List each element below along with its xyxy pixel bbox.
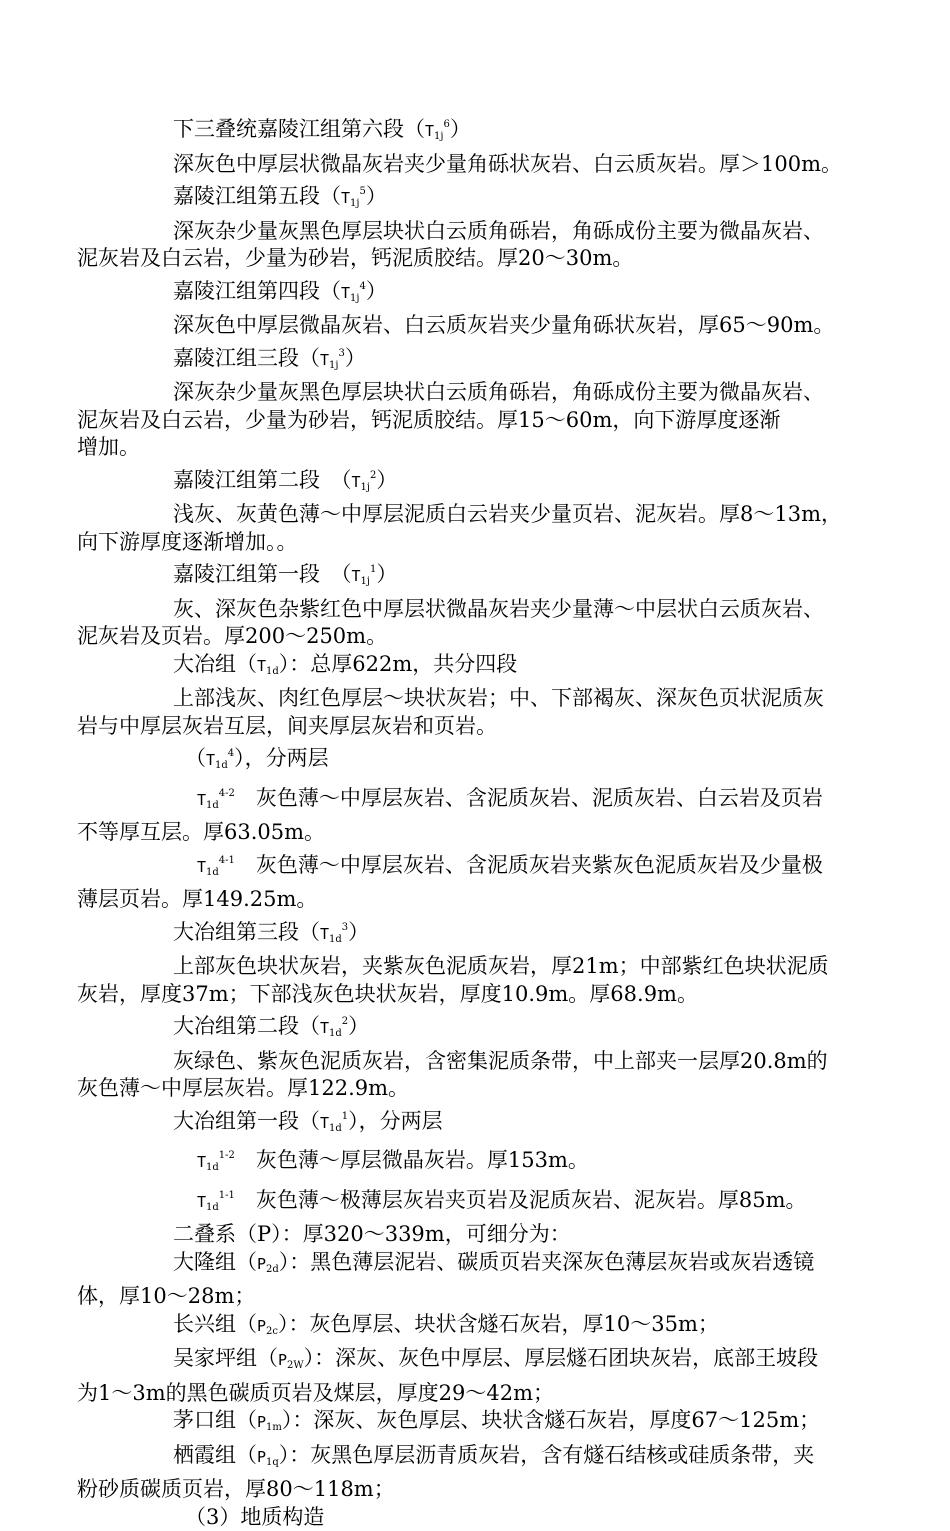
text-line <box>77 151 877 179</box>
formation-symbol: T <box>341 284 350 302</box>
text-segment: ） <box>376 468 397 492</box>
text-segment: 大冶组第三段（ <box>173 920 320 944</box>
superscript: 2 <box>342 1016 348 1027</box>
text-segment: ），分两层 <box>234 746 329 770</box>
text-segment: ） <box>366 184 387 208</box>
text-segment: 深灰色中厚层微晶灰岩、白云质灰岩夹少量角砾状灰岩，厚65～90m。 <box>173 313 834 337</box>
formation-symbol: T <box>425 122 434 140</box>
text-line <box>77 740 877 780</box>
subscript: 1j <box>350 293 359 304</box>
text-segment: 大隆组（ <box>173 1250 257 1274</box>
subscript: 1d <box>206 800 219 811</box>
text-line <box>77 245 877 273</box>
superscript: 1-1 <box>219 1190 235 1201</box>
text-line <box>77 462 877 502</box>
formation-symbol: T <box>341 189 350 207</box>
subscript: 1m <box>266 1422 282 1433</box>
text-segment: ） <box>348 920 369 944</box>
subscript: 2W <box>287 1360 304 1371</box>
subscript: 1d <box>266 666 279 677</box>
text-line <box>77 312 877 340</box>
text-line <box>77 1142 877 1182</box>
text-segment: 灰色薄～极薄层灰岩夹页岩及泥质灰岩、泥灰岩。厚85m。 <box>235 1188 807 1212</box>
superscript: 5 <box>360 186 366 197</box>
text-line <box>77 981 877 1009</box>
text-line <box>77 1182 877 1222</box>
text-segment: 泥灰岩及白云岩，少量为砂岩，钙泥质胶结。厚20～30m。 <box>77 246 633 270</box>
text-segment: 二叠系（P）：厚320～339m，可细分为： <box>173 1222 571 1246</box>
text-segment: 大冶组第二段（ <box>173 1014 320 1038</box>
text-line <box>77 1345 877 1380</box>
text-segment: ） <box>376 562 397 586</box>
formation-symbol: T <box>197 791 206 809</box>
formation-symbol: T <box>320 351 329 369</box>
subscript: 2c <box>266 1326 278 1337</box>
text-line <box>77 1008 877 1048</box>
subscript: 1j <box>361 576 370 587</box>
text-line <box>77 1221 877 1249</box>
formation-symbol: T <box>320 925 329 943</box>
text-segment: 向下游厚度逐渐增加。。 <box>77 530 298 554</box>
text-line <box>77 407 877 435</box>
formation-symbol: T <box>352 473 361 491</box>
text-line <box>77 847 877 887</box>
formation-symbol: T <box>257 657 266 675</box>
subscript: 1d <box>206 867 219 878</box>
text-segment: ） <box>450 117 471 141</box>
text-segment: ）：深灰、灰色厚层、块状含燧石灰岩，厚度67～125m； <box>282 1408 820 1432</box>
text-segment: ） <box>345 346 366 370</box>
text-segment: ） <box>366 279 387 303</box>
text-segment: ）：黑色薄层泥岩、碳质页岩夹深灰色薄层灰岩或灰岩透镜 <box>279 1250 815 1274</box>
text-segment: 嘉陵江组第四段（ <box>173 279 341 303</box>
text-segment: 岩与中厚层灰岩互层，间夹厚层灰岩和页岩。 <box>77 714 497 738</box>
formation-symbol: P <box>257 1413 266 1431</box>
text-segment: ）：深灰、灰色中厚层、厚层燧石团块灰岩，底部王坡段 <box>304 1346 819 1370</box>
subscript: 1j <box>350 198 359 209</box>
subscript: 1j <box>329 360 338 371</box>
subscript: 1d <box>215 760 228 771</box>
body-text <box>77 111 877 1531</box>
text-segment: 嘉陵江组第二段 （ <box>173 468 352 492</box>
text-segment: 体，厚10～28m； <box>77 1284 255 1308</box>
text-segment: 吴家坪组（ <box>173 1346 278 1370</box>
text-segment: 深灰杂少量灰黑色厚层块状白云质角砾岩，角砾成份主要为微晶灰岩、 <box>173 380 824 404</box>
text-line <box>77 1075 877 1103</box>
text-segment: ） <box>348 1014 369 1038</box>
superscript: 4 <box>228 748 234 759</box>
text-line <box>77 556 877 596</box>
formation-symbol: P <box>257 1255 266 1273</box>
text-segment: 灰绿色、紫灰色泥质灰岩，含密集泥质条带，中上部夹一层厚20.8m的 <box>173 1049 828 1073</box>
subscript: 1d <box>329 934 342 945</box>
text-line <box>77 1476 877 1504</box>
text-line <box>77 340 877 380</box>
text-line <box>77 434 877 462</box>
subscript: 1d <box>329 1028 342 1039</box>
text-segment: 为1～3m的黑色碳质页岩及煤层，厚度29～42m； <box>77 1381 554 1405</box>
text-line <box>77 914 877 954</box>
text-line <box>77 218 877 246</box>
text-line <box>77 1311 877 1346</box>
text-segment: （ <box>185 746 206 770</box>
superscript: 1-2 <box>219 1150 235 1161</box>
subscript: 2d <box>266 1264 279 1275</box>
subscript: 1d <box>206 1202 219 1213</box>
formation-symbol: T <box>197 1153 206 1171</box>
text-segment: 大冶组（ <box>173 652 257 676</box>
superscript: 4-2 <box>219 788 235 799</box>
text-segment: 嘉陵江组三段（ <box>173 346 320 370</box>
formation-symbol: T <box>352 567 361 585</box>
text-line <box>77 1048 877 1076</box>
formation-symbol: P <box>257 1448 266 1466</box>
text-line <box>77 1249 877 1284</box>
text-line <box>77 596 877 624</box>
text-line <box>77 111 877 151</box>
subscript: 1j <box>434 131 443 142</box>
text-line <box>77 1103 877 1143</box>
text-segment: ）：灰黑色厚层沥青质灰岩，含有燧石结核或硅质条带，夹 <box>279 1443 815 1467</box>
text-segment: 茅口组（ <box>173 1408 257 1432</box>
subscript: 1d <box>329 1123 342 1134</box>
text-line <box>77 886 877 914</box>
text-segment: （3）地质构造 <box>185 1505 324 1529</box>
text-segment: 嘉陵江组第一段 （ <box>173 562 352 586</box>
text-segment: ）：总厚622m，共分四段 <box>279 652 518 676</box>
text-segment: 上部浅灰、肉红色厚层～块状灰岩；中、下部褐灰、深灰色页状泥质灰 <box>173 686 824 710</box>
text-segment: 薄层页岩。厚149.25m。 <box>77 887 317 911</box>
formation-symbol: P <box>257 1317 266 1335</box>
text-segment: 深灰色中厚层状微晶灰岩夹少量角砾状灰岩、白云质灰岩。厚＞100m。 <box>173 152 842 176</box>
text-segment: 灰色薄～中厚层灰岩、含泥质灰岩、泥质灰岩、白云岩及页岩 <box>235 786 823 810</box>
text-segment: ）：灰色厚层、块状含燧石灰岩，厚10～35m； <box>278 1312 719 1336</box>
text-line <box>77 1380 877 1408</box>
text-line <box>77 379 877 407</box>
formation-symbol: T <box>320 1019 329 1037</box>
text-line <box>77 953 877 981</box>
subscript: 1q <box>266 1457 279 1468</box>
text-segment: 灰岩，厚度37m；下部浅灰色块状灰岩，厚度10.9m。厚68.9m。 <box>77 982 698 1006</box>
text-segment: 嘉陵江组第五段（ <box>173 184 341 208</box>
formation-symbol: T <box>197 1193 206 1211</box>
text-segment: 灰、深灰色杂紫红色中厚层状微晶灰岩夹少量薄～中层状白云质灰岩、 <box>173 597 824 621</box>
formation-symbol: T <box>320 1114 329 1132</box>
text-segment: 灰色薄～中厚层灰岩、含泥质灰岩夹紫灰色泥质灰岩及少量极 <box>235 853 823 877</box>
text-segment: 浅灰、灰黄色薄～中厚层泥质白云岩夹少量页岩、泥灰岩。厚8～13m， <box>173 502 842 526</box>
formation-symbol: T <box>206 751 215 769</box>
text-segment: 长兴组（ <box>173 1312 257 1336</box>
text-line <box>77 1283 877 1311</box>
text-line <box>77 819 877 847</box>
text-segment: 灰色薄～中厚层灰岩。厚122.9m。 <box>77 1076 409 1100</box>
text-segment: 粉砂质碳质页岩，厚80～118m； <box>77 1477 395 1501</box>
text-line <box>77 780 877 820</box>
text-line <box>77 501 877 529</box>
text-line <box>77 273 877 313</box>
text-line <box>77 529 877 557</box>
text-line <box>77 651 877 686</box>
text-segment: 深灰杂少量灰黑色厚层块状白云质角砾岩，角砾成份主要为微晶灰岩、 <box>173 219 824 243</box>
subscript: 1d <box>206 1162 219 1173</box>
formation-symbol: T <box>197 858 206 876</box>
text-line <box>77 1407 877 1442</box>
text-segment: 不等厚互层。厚63.05m。 <box>77 820 325 844</box>
text-segment: 上部灰色块状灰岩，夹紫灰色泥质灰岩，厚21m；中部紫红色块状泥质 <box>173 954 829 978</box>
superscript: 3 <box>342 922 348 933</box>
subscript: 1j <box>361 482 370 493</box>
text-segment: 泥灰岩及白云岩，少量为砂岩，钙泥质胶结。厚15～60m，向下游厚度逐渐 <box>77 408 780 432</box>
superscript: 6 <box>444 119 450 130</box>
superscript: 4-1 <box>219 855 235 866</box>
text-line <box>77 623 877 651</box>
text-line <box>77 713 877 741</box>
superscript: 4 <box>360 281 366 292</box>
text-segment: 栖霞组（ <box>173 1443 257 1467</box>
text-segment: 下三叠统嘉陵江组第六段（ <box>173 117 425 141</box>
text-line <box>77 685 877 713</box>
text-line <box>77 178 877 218</box>
text-segment: 增加。 <box>77 435 140 459</box>
formation-symbol: P <box>278 1351 287 1369</box>
text-segment: 灰色薄～厚层微晶灰岩。厚153m。 <box>235 1148 589 1172</box>
superscript: 3 <box>339 348 345 359</box>
superscript: 1 <box>370 564 376 575</box>
text-line <box>77 1442 877 1477</box>
text-segment: ），分两层 <box>348 1109 443 1133</box>
text-segment: 大冶组第一段（ <box>173 1109 320 1133</box>
superscript: 2 <box>370 470 376 481</box>
superscript: 1 <box>342 1111 348 1122</box>
text-segment: 泥灰岩及页岩。厚200～250m。 <box>77 624 387 648</box>
text-line <box>77 1504 877 1531</box>
